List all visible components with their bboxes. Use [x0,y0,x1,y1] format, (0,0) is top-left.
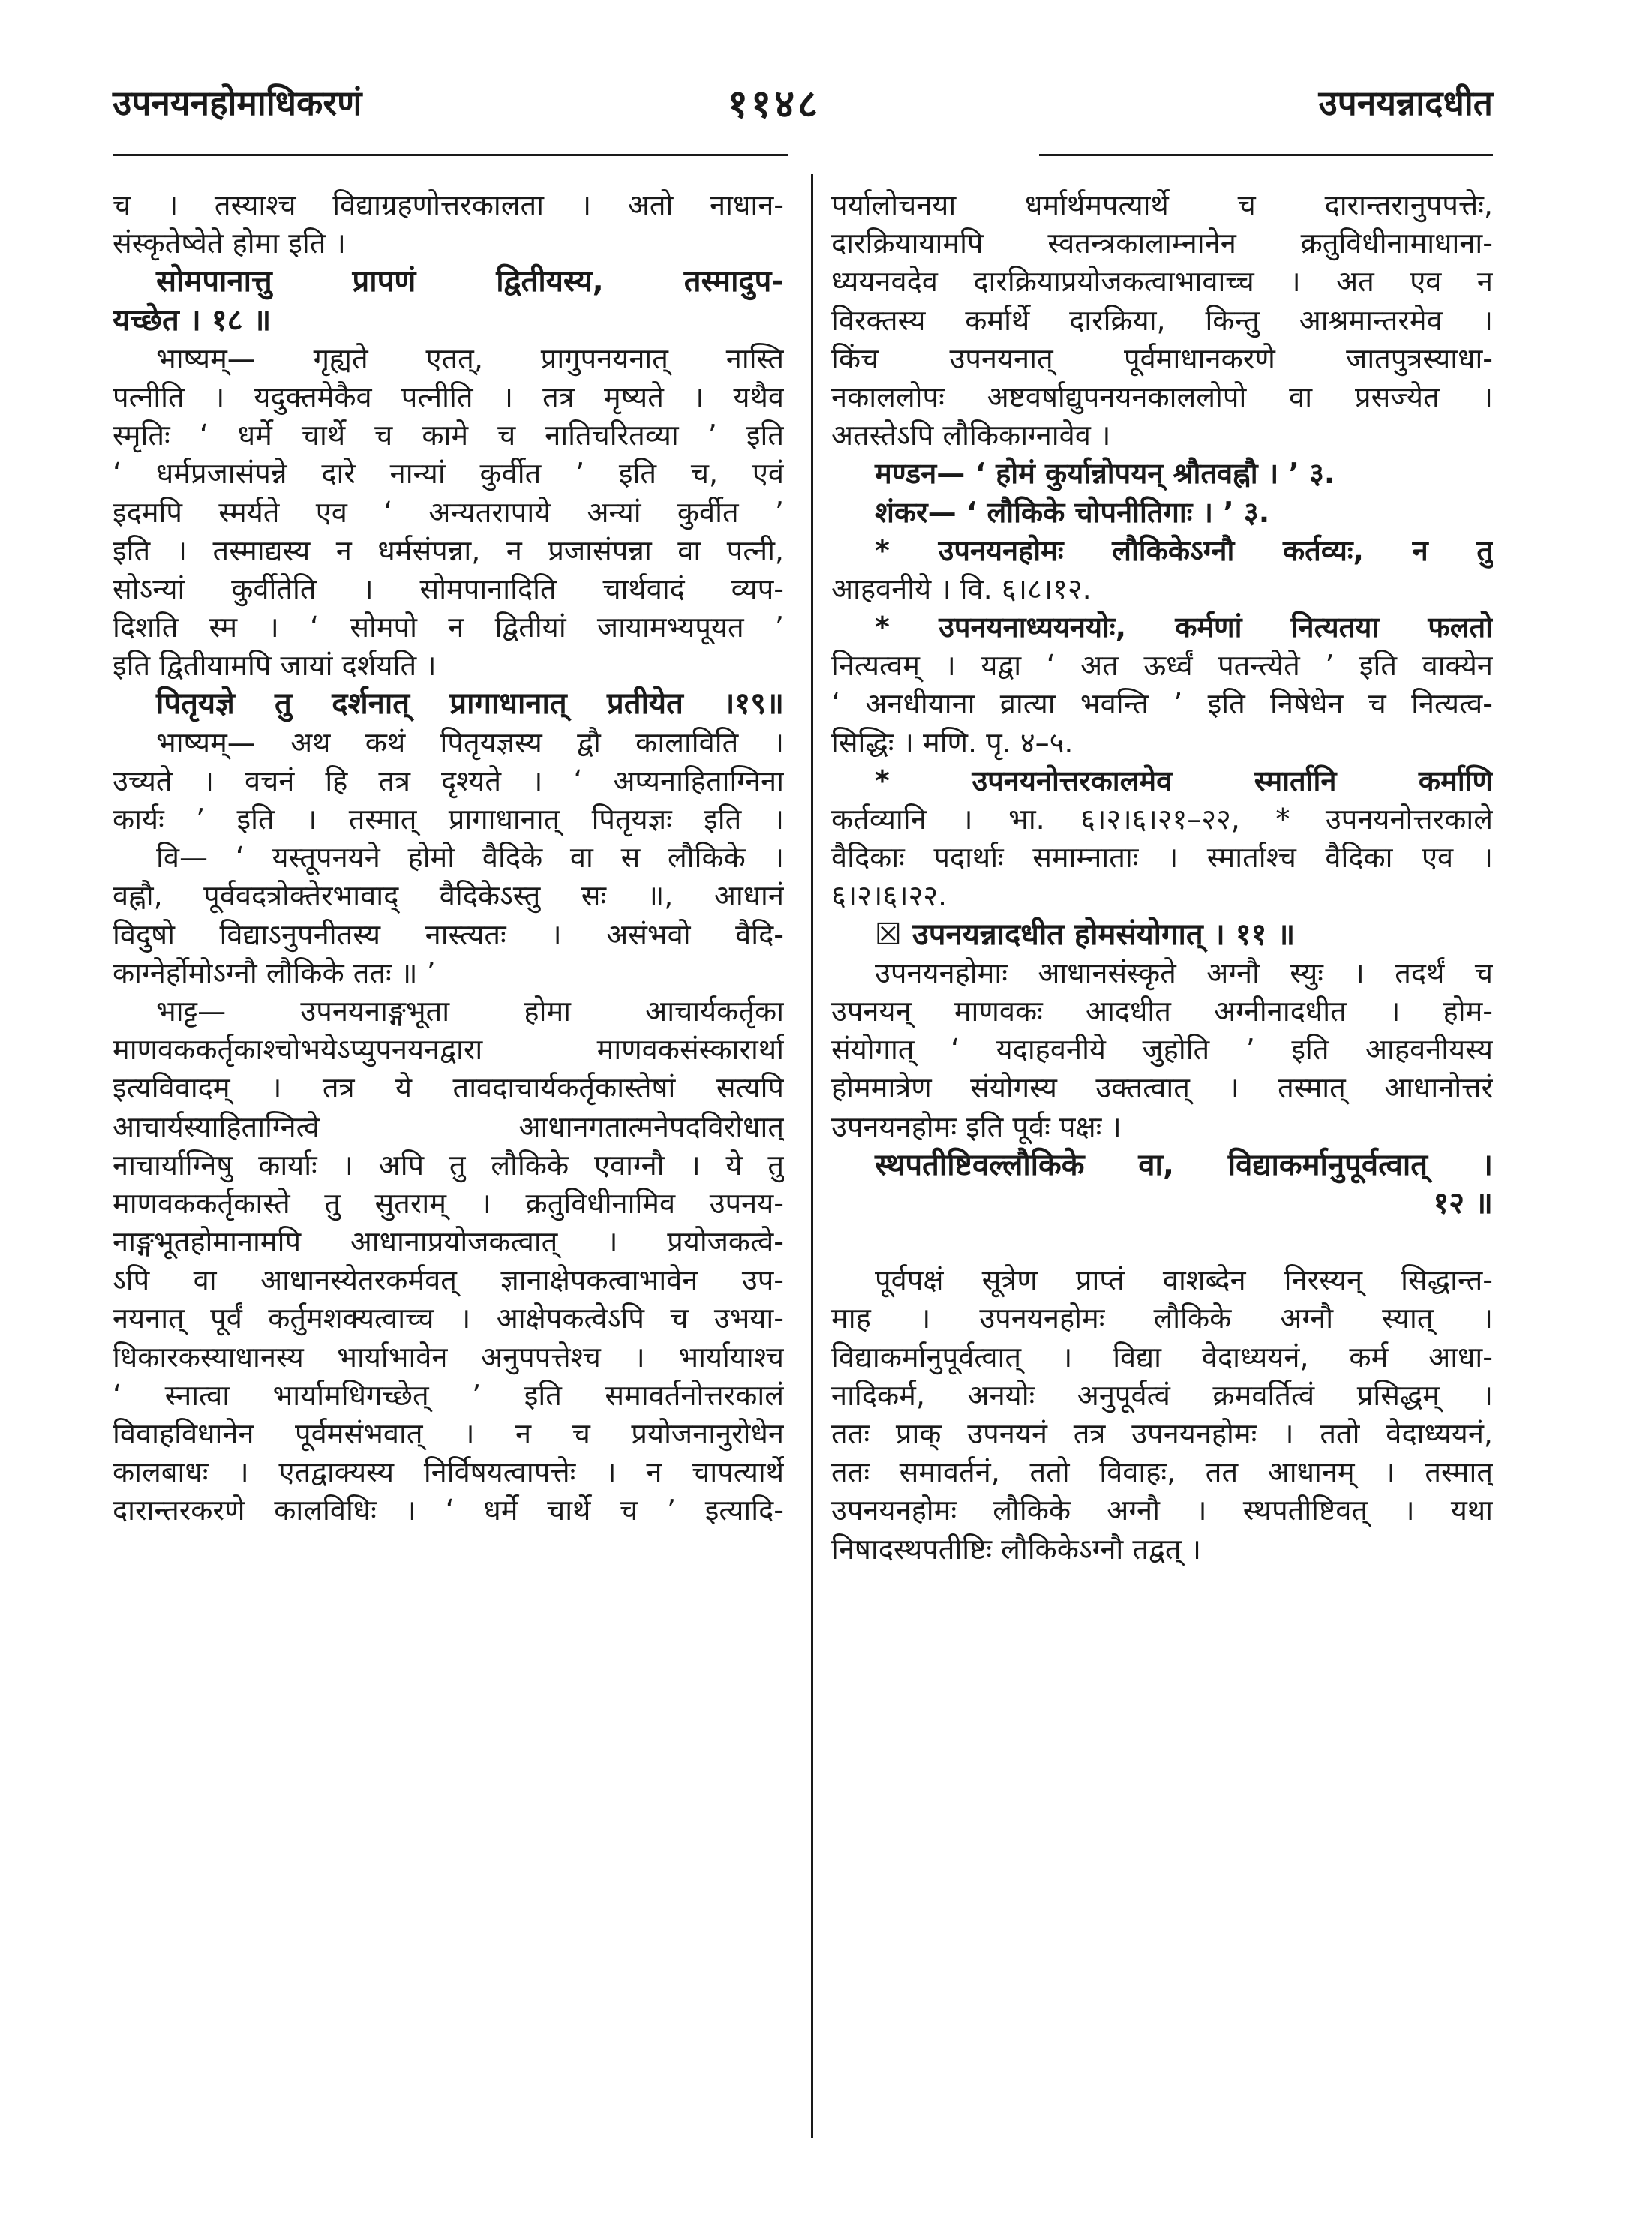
sutra-line: सोमपानात्तु प्रापणं द्वितीयस्य, तस्मादुप- [156,264,784,299]
commentary-line: उपनयनहोमाः आधानसंस्कृते अग्नौ स्युः । तदर्थं च [875,956,1493,989]
text-line: विरक्तस्य कर्मार्थे दारक्रिया, किन्तु आश्रमान्तरमेव । [831,303,1493,337]
text-line: नाचार्याग्निषु कार्याः । अपि तु लौकिके एवाग्नौ । ये तु [113,1148,784,1182]
header-rule-left [113,154,788,156]
text-line: विदुषो विद्याऽनुपनीतस्य नास्त्यतः । असंभवो वैदि- [113,917,784,951]
text-line: पत्नीति । यदुक्तमेकैव पत्नीति । तत्र मृष्यते । यथैव [113,380,784,413]
text-line: होममात्रेण संयोगस्य उक्तत्वात् । तस्मात् आधानोत्तरं [831,1071,1493,1105]
note-line: * उपनयनोत्तरकालमेव स्मार्तानि कर्माणि [875,764,1493,797]
shankara-quote: शंकर— ‘ लौकिके चोपनीतिगाः । ’ ३. [875,495,1270,529]
sutra-line: यच्छेत । १८ ॥ [113,302,272,338]
mandana-quote: मण्डन— ‘ होमं कुर्यान्नोपयन् श्रौतवह्नौ । ’ ३. [875,457,1335,491]
commentary-line: भाष्यम्— अथ कथं पितृयज्ञस्य द्वौ कालाविति । [156,725,784,759]
text-line: उच्यते । वचनं हि तत्र दृश्यते । ‘ अप्यनाहिताग्निना [113,764,784,797]
text-line: संस्कृतेष्वेते होमा इति । [113,227,346,260]
text-line: नित्यत्वम् । यद्वा ‘ अत ऊर्ध्वं पतन्त्येते ’ इति वाक्येन [831,649,1493,683]
sutra-line: स्थपतीष्टिवल्लौकिके वा, विद्याकर्मानुपूर्वत्वात् । [875,1147,1493,1182]
text-line: अतस्तेऽपि लौकिकाग्नावेव । [831,419,1111,452]
text-line: इत्यविवादम् । तत्र ये तावदाचार्यकर्तृकास्तेषां सत्यपि [113,1071,784,1105]
commentary-line: भाट्ट— उपनयनाङ्गभूता होमा आचार्यकर्तृका [156,994,784,1028]
text-line: नकाललोपः अष्टवर्षाद्युपनयनकाललोपो वा प्रसज्येत । [831,380,1493,413]
text-line: कार्यः ’ इति । तस्मात् प्रागाधानात् पितृयज्ञः इति । [113,803,784,836]
text-line: वह्नौ, पूर्ववदत्रोक्तेरभावाद् वैदिकेऽस्तु सः ॥, आधानं [113,879,784,913]
text-line: वैदिकाः पदार्थाः समाम्नाताः । स्मार्ताश्च वैदिका एव । [831,841,1493,875]
text-line: ‘ अनधीयाना व्रात्या भवन्ति ’ इति निषेधेन च नित्यत्व- [831,687,1493,721]
text-line: दिशति स्म । ‘ सोमपो न द्वितीयां जायामभ्यपूयत ’ [113,611,784,644]
text-line: माह । उपनयनहोमः लौकिके अग्नौ स्यात् । [831,1302,1493,1335]
text-line: उपनयनहोमः लौकिके अग्नौ । स्थपतीष्टिवत् । यथा [831,1494,1493,1527]
text-line: ध्ययनवदेव दारक्रियाप्रयोजकत्वाभावाच्च । अत एव न [831,265,1493,299]
text-line: नादिकर्म, अनयोः अनुपूर्वत्वं क्रमवर्तित्वं प्रसिद्धम् । [831,1378,1493,1412]
commentary-line: भाष्यम्— गृह्यते एतत्, प्रागुपनयनात् नास्ति [156,341,784,375]
text-line: माणवककर्तृकास्ते तु सुतराम् । क्रतुविधीनामिव उपनय- [113,1186,784,1220]
text-line: नयनात् पूर्वं कर्तुमशक्यत्वाच्च । आक्षेपकत्वेऽपि च उभया- [113,1302,784,1335]
column-divider [811,174,813,2138]
right-column [831,186,1493,1569]
sutra-line: १२ ॥ [1433,1185,1493,1221]
text-line: इति । तस्माद्यस्य न धर्मसंपन्ना, न प्रजासंपन्ना वा पत्नी, [113,533,784,567]
text-line: ऽपि वा आधानस्येतरकर्मवत् ज्ञानाक्षेपकत्वाभावेन उप- [113,1263,784,1297]
text-line: सोऽन्यां कुर्वीतेति । सोमपानादिति चार्थवादं व्यप- [113,572,784,605]
sutra-line: ☒ उपनयन्नादधीत होमसंयोगात् । ११ ॥ [875,917,1296,952]
text-line: ६।२।६।२२. [831,879,948,913]
note-line: * उपनयनाध्ययनयोः, कर्मणां नित्यतया फलतो [875,611,1493,644]
text-line: ‘ स्नात्वा भार्यामधिगच्छेत् ’ इति समावर्तनोत्तरकालं [113,1378,784,1412]
header-rule-right [1039,154,1493,156]
sutra-line: पितृयज्ञे तु दर्शनात् प्रागाधानात् प्रतीयेत ।१९॥ [156,686,784,722]
left-column [113,186,784,1530]
text-line: स्मृतिः ‘ धर्मे चार्थे च कामे च नातिचरितव्या ’ इति [113,419,784,452]
text-line: आहवनीये । वि. ६।८।१२. [831,572,1092,605]
text-line: काग्नेर्होमोऽग्नौ लौकिके ततः ॥ ’ [113,956,436,989]
text-line: निषादस्थपतीष्टिः लौकिकेऽग्नौ तद्वत् । [831,1532,1201,1566]
text-line: माणवककर्तृकाश्चोभयेऽप्युपनयनद्वारा माणवकसंस्कारार्था [113,1033,784,1067]
text-line: उपनयनहोमः इति पूर्वः पक्षः । [831,1109,1122,1143]
page-header [113,71,1493,139]
text-line: ततः प्राक् उपनयनं तत्र उपनयनहोमः । ततो वेदाध्ययनं, [831,1417,1493,1450]
text-line: सिद्धिः । मणि. पृ. ४–५. [831,725,1074,759]
text-line: संयोगात् ‘ यदाहवनीये जुहोति ’ इति आहवनीयस्य [831,1033,1493,1067]
commentary-line: वि— ‘ यस्तूपनयने होमो वैदिके वा स लौकिके । [156,841,784,875]
text-line: ‘ धर्मप्रजासंपन्ने दारे नान्यां कुर्वीत ’ इति च, एवं [113,457,784,491]
text-line: कर्तव्यानि । भा. ६।२।६।२१–२२, * उपनयनोत्तरकाले [831,803,1493,836]
text-line: इति द्वितीयामपि जायां दर्शयति । [113,649,437,683]
text-line: दारक्रियायामपि स्वतन्त्रकालाम्नानेन क्रतुविधीनामाधाना- [831,227,1493,260]
text-line: धिकारकस्याधानस्य भार्याभावेन अनुपपत्तेश्च । भार्यायाश्च [113,1340,784,1374]
text-line: दारान्तरकरणे कालविधिः । ‘ धर्मे चार्थे च ’ इत्यादि- [113,1494,784,1527]
commentary-line: पूर्वपक्षं सूत्रेण प्राप्तं वाशब्देन निरस्यन् सिद्धान्त- [875,1263,1493,1297]
running-head-right: उपनयन्नादधीत [1318,83,1493,123]
text-line: इदमपि स्मर्यते एव ‘ अन्यतरापाये अन्यां कुर्वीत ’ [113,495,784,529]
text-line: विवाहविधानेन पूर्वमसंभवात् । न च प्रयोजनानुरोधेन [113,1417,784,1450]
page-number: ११४८ [728,82,821,127]
blank-line [831,1223,1493,1261]
text-line: च । तस्याश्च विद्याग्रहणोत्तरकालता । अतो नाधान- [113,188,784,221]
text-line: कालबाधः । एतद्वाक्यस्य निर्विषयत्वापत्तेः । न चापत्यार्थे [113,1455,784,1489]
text-line: पर्यालोचनया धर्मार्थमपत्यार्थे च दारान्तरानुपपत्तेः, [831,188,1493,221]
text-line: विद्याकर्मानुपूर्वत्वात् । विद्या वेदाध्ययनं, कर्म आधा- [831,1340,1493,1374]
text-line: उपनयन् माणवकः आदधीत अग्नीनादधीत । होम- [831,994,1493,1028]
text-line: आचार्यस्याहिताग्नित्वे आधानगतात्मनेपदविरोधात् [113,1109,784,1143]
text-line: नाङ्गभूतहोमानामपि आधानाप्रयोजकत्वात् । प्रयोजकत्वे- [113,1225,784,1259]
text-line: किंच उपनयनात् पूर्वमाधानकरणे जातपुत्रस्याधा- [831,341,1493,375]
text-line: ततः समावर्तनं, ततो विवाहः, तत आधानम् । तस्मात् [831,1455,1493,1489]
note-line: * उपनयनहोमः लौकिकेऽग्नौ कर्तव्यः, न तु [875,533,1493,567]
running-head-left: उपनयनहोमाधिकरणं [113,83,362,123]
